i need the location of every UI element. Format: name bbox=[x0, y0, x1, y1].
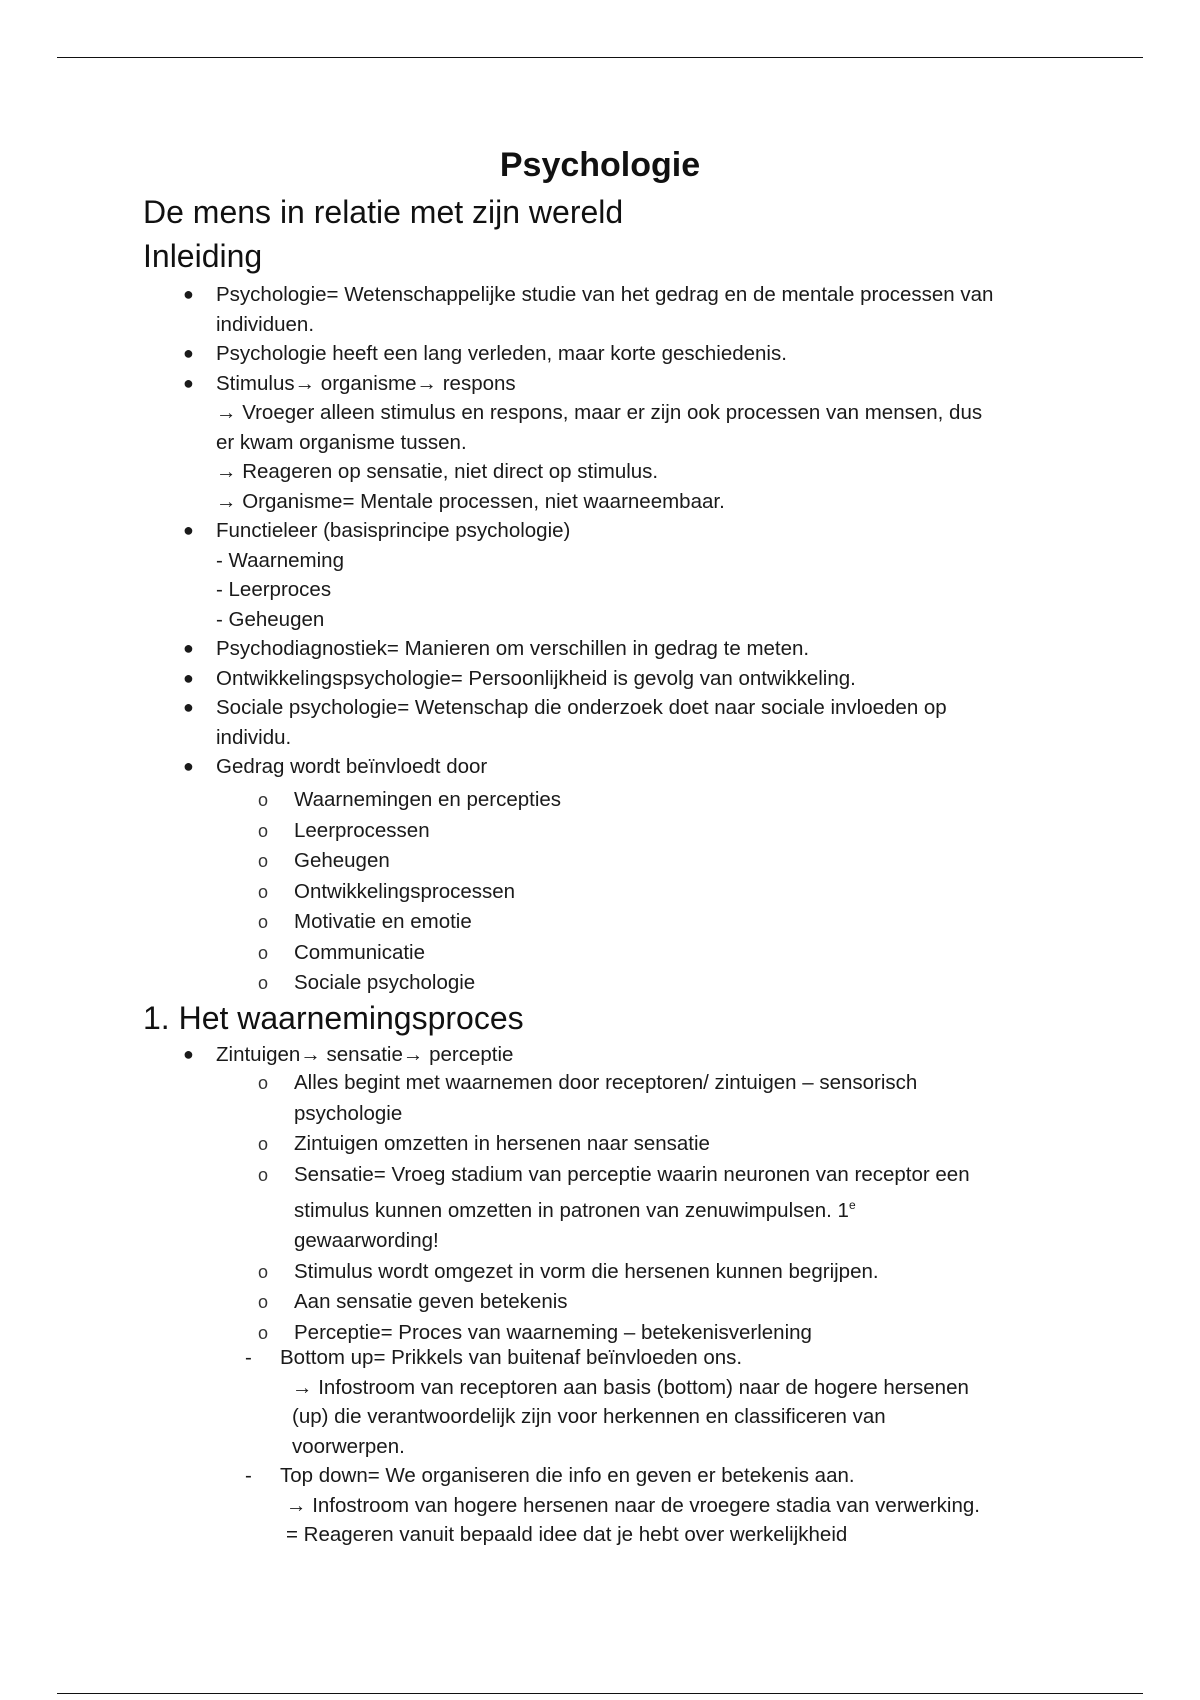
circle-bullet-icon: o bbox=[258, 790, 269, 810]
section-1-sublist bbox=[258, 1068, 1054, 1348]
bullet-icon: ● bbox=[183, 372, 194, 393]
superscript: e bbox=[848, 1198, 856, 1212]
list-item: o Leerprocessen bbox=[294, 816, 994, 847]
bullet-icon: ● bbox=[183, 1044, 194, 1064]
perception-dash-list bbox=[245, 1343, 1080, 1550]
circle-bullet-icon: o bbox=[258, 1261, 269, 1282]
list-item: o Waarnemingen en percepties bbox=[294, 785, 994, 816]
list-item: ● Stimulus→ organisme→ respons bbox=[216, 369, 1116, 399]
list-item: o Motivatie en emotie bbox=[294, 907, 994, 938]
list-item-continuation: = Reageren vanuit bepaald idee dat je hebt over werkelijkheid bbox=[286, 1523, 848, 1546]
intro-heading: Inleiding bbox=[143, 238, 263, 274]
bullet-icon: ● bbox=[183, 667, 194, 688]
bullet-icon: ● bbox=[183, 638, 194, 658]
list-item: o Aan sensatie geven betekenis bbox=[294, 1287, 1054, 1318]
list-item-continuation: (up) die verantwoordelijk zijn voor herkennen en classificeren van bbox=[292, 1405, 886, 1428]
list-item: ● Psychologie heeft een lang verleden, maar korte geschiedenis. bbox=[216, 339, 1116, 369]
circle-bullet-icon: o bbox=[258, 942, 269, 963]
list-item-continuation: - Waarneming bbox=[216, 548, 344, 572]
list-item: - Top down= We organiseren die info en geven er betekenis aan. bbox=[280, 1461, 1080, 1491]
circle-bullet-icon: o bbox=[258, 820, 269, 841]
bullet-icon: ● bbox=[183, 697, 194, 717]
circle-bullet-icon: o bbox=[258, 1164, 269, 1185]
bullet-icon: ● bbox=[183, 343, 194, 363]
list-item: ● Functieleer (basisprincipe psychologie) bbox=[216, 516, 1116, 546]
list-item: ● Ontwikkelingspsychologie= Persoonlijkheid is gevolg van ontwikkeling. bbox=[216, 664, 1116, 694]
list-item: ● Gedrag wordt beïnvloedt door bbox=[216, 752, 1116, 782]
list-item-continuation: voorwerpen. bbox=[292, 1434, 405, 1458]
list-item: ● Zintuigen→ sensatie→ perceptie bbox=[216, 1040, 1116, 1070]
intro-list bbox=[183, 280, 1116, 782]
dash-bullet-icon: - bbox=[245, 1346, 252, 1369]
bullet-icon: ● bbox=[183, 756, 194, 776]
circle-bullet-icon: o bbox=[258, 1292, 269, 1313]
list-item-continuation: → Infostroom van receptoren aan basis (bottom) naar de hogere hersenen bbox=[292, 1375, 969, 1399]
circle-bullet-icon: o bbox=[258, 1134, 269, 1154]
circle-bullet-icon: o bbox=[258, 1073, 269, 1093]
behavior-list bbox=[258, 785, 994, 999]
circle-bullet-icon: o bbox=[258, 881, 269, 902]
page-title: Psychologie bbox=[499, 146, 701, 184]
list-item: ● Sociale psychologie= Wetenschap die onderzoek doet naar sociale invloeden op bbox=[216, 693, 1116, 723]
circle-bullet-icon: o bbox=[258, 1322, 269, 1343]
circle-bullet-icon: o bbox=[258, 851, 269, 871]
list-item: o Alles begint met waarnemen door receptoren/ zintuigen – sensorisch bbox=[294, 1068, 1054, 1099]
list-item: o Geheugen bbox=[294, 846, 994, 877]
bullet-icon: ● bbox=[183, 284, 194, 304]
circle-bullet-icon: o bbox=[258, 973, 269, 993]
list-item-continuation: → Vroeger alleen stimulus en respons, maar er zijn ook processen van mensen, dus bbox=[216, 401, 983, 424]
list-item-continuation: stimulus kunnen omzetten in patronen van zenuwimpulsen. 1e bbox=[294, 1198, 856, 1222]
footer-rule bbox=[57, 1693, 1143, 1694]
list-item-continuation: - Geheugen bbox=[216, 607, 325, 631]
list-item-continuation: → Reageren op sensatie, niet direct op stimulus. bbox=[216, 460, 659, 483]
list-item-continuation: er kwam organisme tussen. bbox=[216, 430, 467, 454]
list-item: o Sensatie= Vroeg stadium van perceptie waarin neuronen van receptor een bbox=[294, 1160, 1054, 1191]
list-item-continuation: gewaarwording! bbox=[294, 1229, 439, 1253]
list-item-continuation: - Leerproces bbox=[216, 578, 332, 601]
list-item-continuation: individu. bbox=[216, 725, 292, 749]
section-1-heading: 1. Het waarnemingsproces bbox=[143, 1000, 524, 1036]
dash-bullet-icon: - bbox=[245, 1464, 252, 1487]
list-item: ● Psychologie= Wetenschappelijke studie van het gedrag en de mentale processen van bbox=[216, 280, 1116, 310]
list-item: o Zintuigen omzetten in hersenen naar sensatie bbox=[294, 1129, 1054, 1160]
bullet-icon: ● bbox=[183, 520, 194, 540]
list-item-continuation: → Organisme= Mentale processen, niet waarneembaar. bbox=[216, 489, 725, 513]
list-item-continuation: → Infostroom van hogere hersenen naar de vroegere stadia van verwerking. bbox=[286, 1493, 980, 1517]
list-item: o Ontwikkelingsprocessen bbox=[294, 877, 994, 908]
section-1-list bbox=[183, 1040, 1116, 1070]
circle-bullet-icon: o bbox=[258, 912, 269, 932]
list-item-continuation: individuen. bbox=[216, 312, 315, 336]
list-item-continuation: psychologie bbox=[294, 1101, 403, 1125]
header-rule bbox=[57, 57, 1143, 58]
list-item: o Communicatie bbox=[294, 938, 994, 969]
list-item: o Perceptie= Proces van waarneming – betekenisverlening bbox=[294, 1318, 1054, 1349]
list-item: ● Psychodiagnostiek= Manieren om verschillen in gedrag te meten. bbox=[216, 634, 1116, 664]
subtitle-heading: De mens in relatie met zijn wereld bbox=[143, 194, 624, 230]
list-item: o Sociale psychologie bbox=[294, 968, 994, 999]
list-item: - Bottom up= Prikkels van buitenaf beïnvloeden ons. bbox=[280, 1343, 1080, 1373]
list-item: o Stimulus wordt omgezet in vorm die hersenen kunnen begrijpen. bbox=[294, 1257, 1054, 1288]
